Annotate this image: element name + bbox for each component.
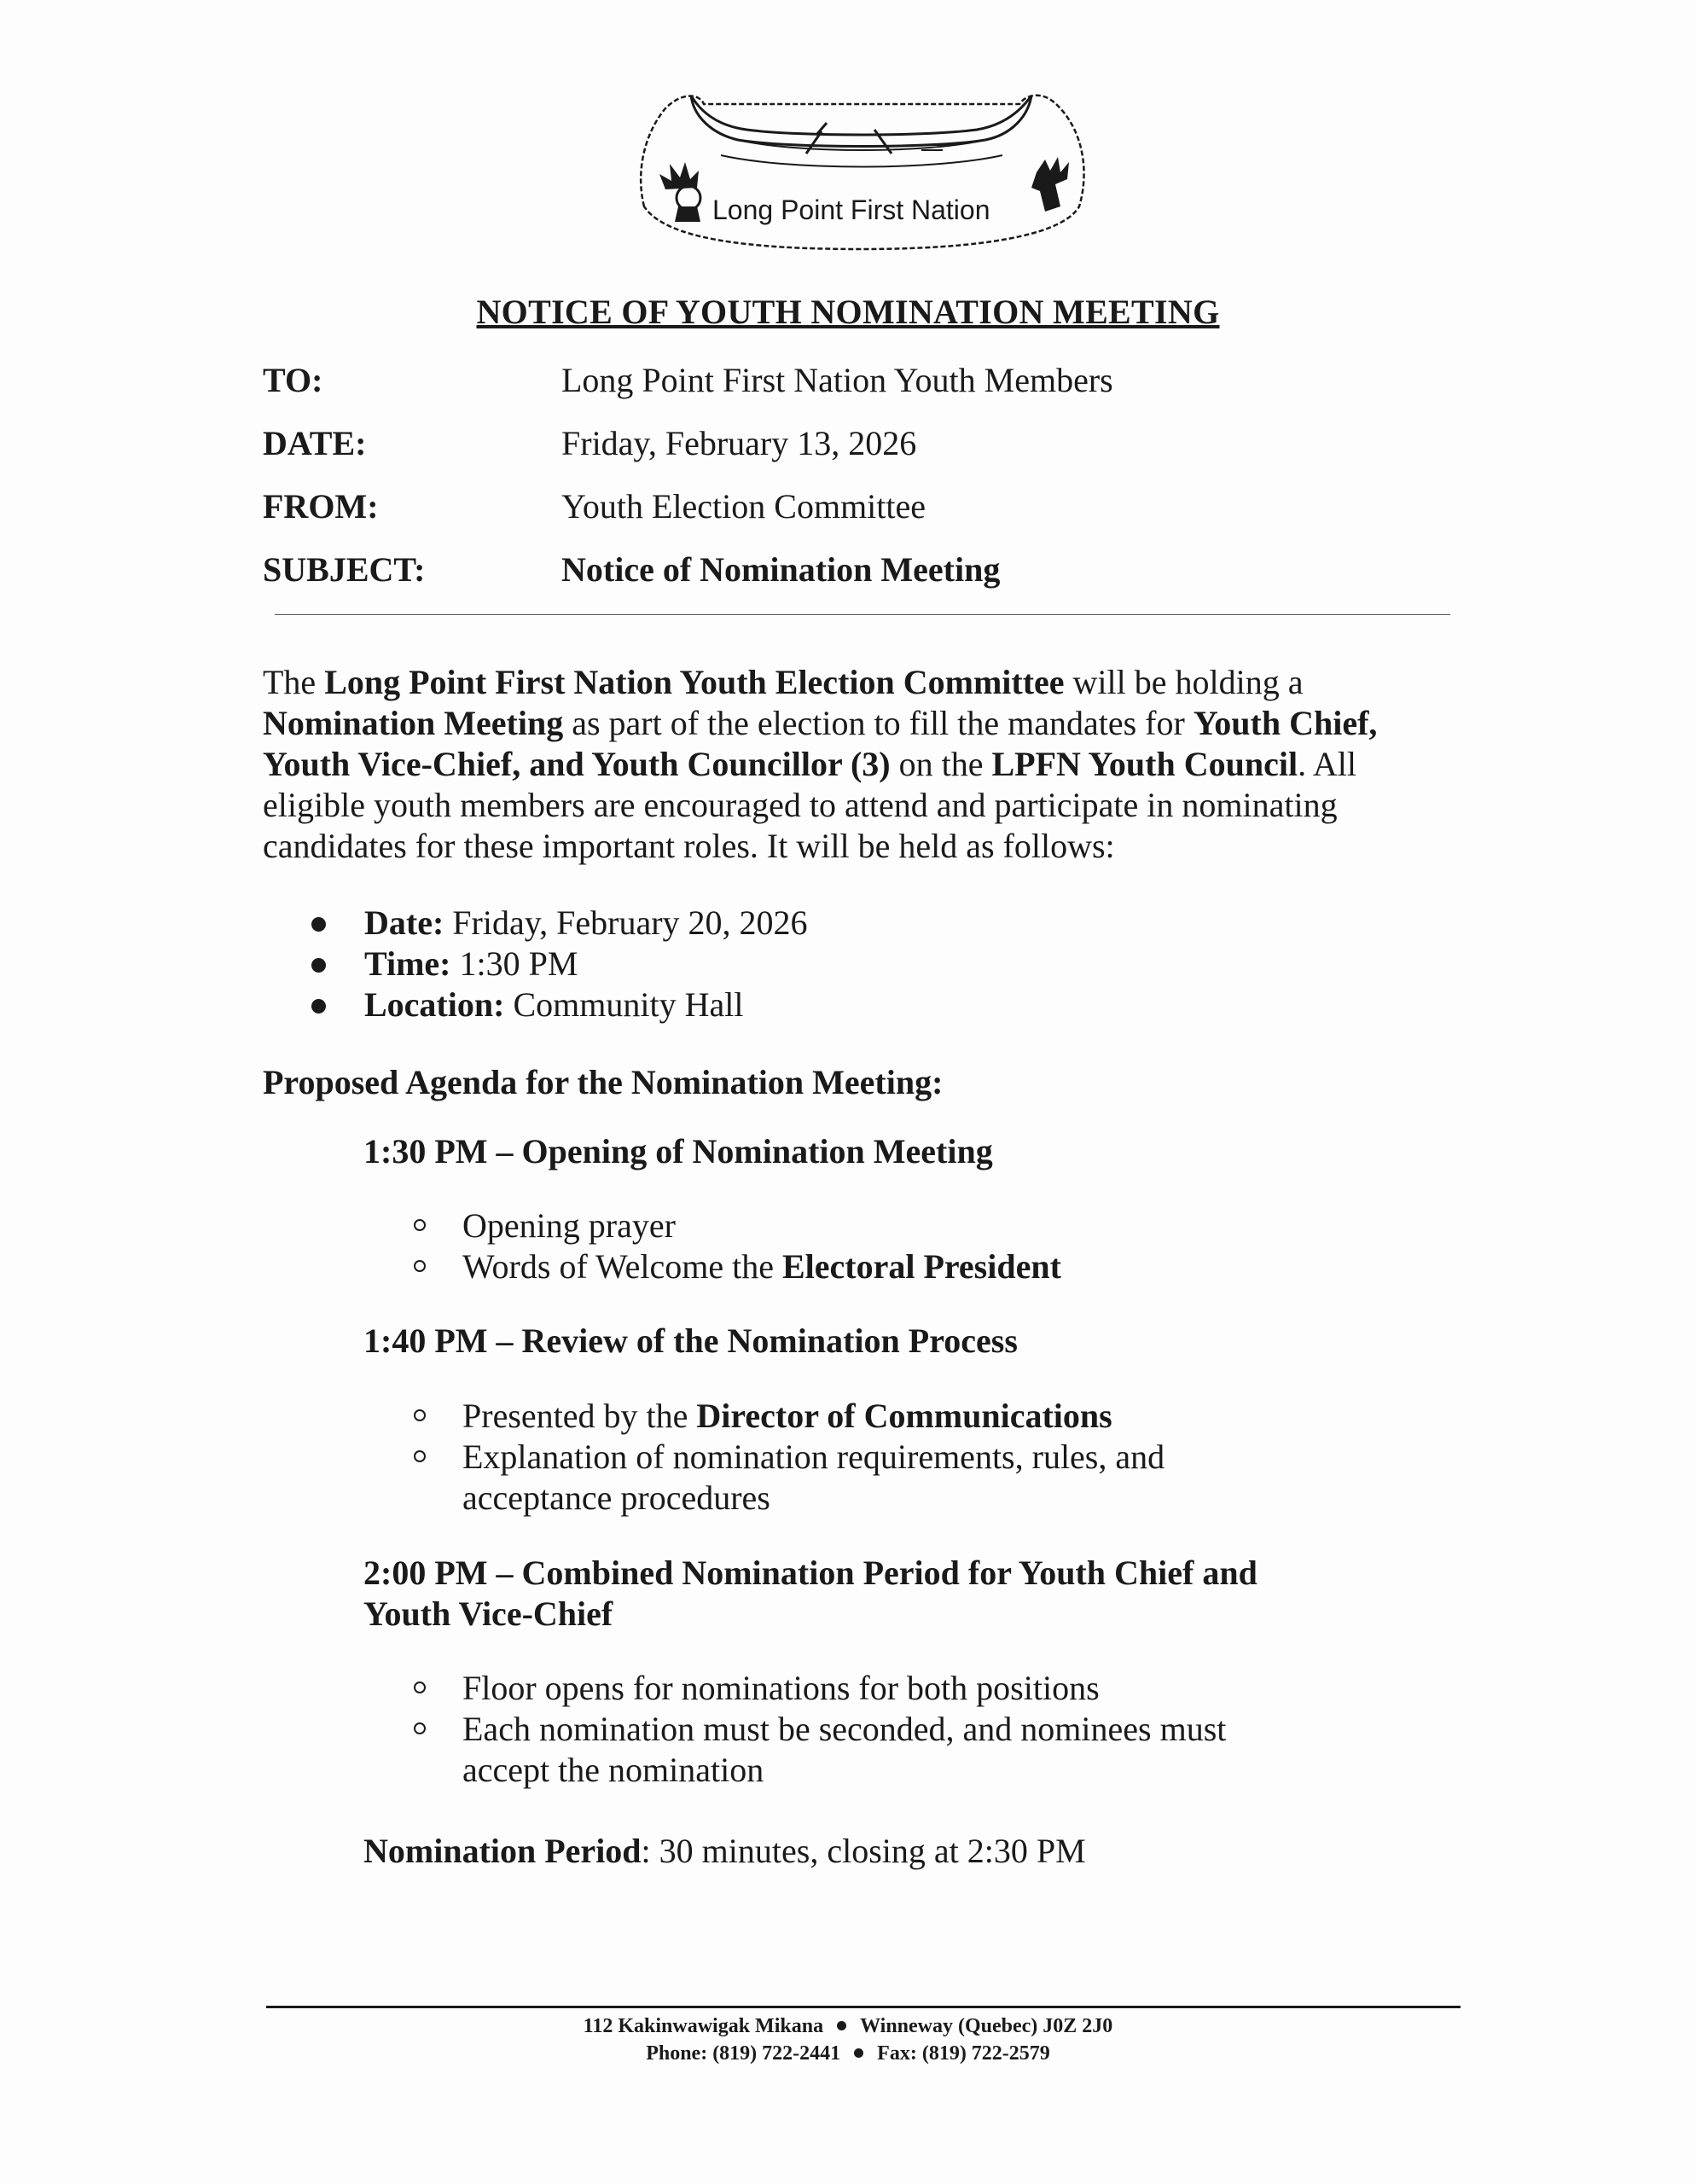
date-label: DATE: [263,424,367,462]
date-value: Friday, February 13, 2026 [561,424,917,462]
bullet-icon [311,917,326,932]
header-divider [275,614,1450,615]
footer-divider [266,2006,1461,2008]
from-value: Youth Election Committee [561,487,926,526]
circle-bullet-icon [414,1260,426,1272]
footer-fax: Fax: (819) 722-2579 [877,2042,1050,2065]
subject-value: Notice of Nomination Meeting [561,550,1001,589]
circle-bullet-icon [414,1409,426,1421]
agenda-section-opening: 1:30 PM – Opening of Nomination Meeting [363,1132,993,1170]
bullet-icon [837,2021,846,2030]
circle-bullet-icon [414,1682,426,1693]
canoe-icon [619,78,1105,253]
from-label: FROM: [263,487,379,526]
document-page: Long Point First Nation NOTICE OF YOUTH NOMINATION MEETING TO: Long Point First Nation Youth Members DATE: Friday, February 13, 2026 FROM: Youth Election Committee SUBJECT: Notice of Nomination Meeting The Long Point First Nation Youth Election Committee will be holding a Nomination Meeting as part of the election to fill the mandates for Youth Chief, Youth Vice-Chief, and Youth Councillor (3) on the LPFN Youth Council. All eligible youth members are encouraged to attend and participate in nominating candidates for these important roles. It will be held as follows: Date: Friday, February 20, 2026 Time: 1:30 PM Location: Community Hall Proposed Agenda for the Nomination Meeting: 1:30 PM – Opening of Nomination Meeting Opening prayer Words of Welcome the Electoral President 1:40 PM – Review of the Nomination Process Presented by the Director of Communications Explanation of nomination requirements, rules, and acceptance procedures 2:00 PM – Combined Nomination Period for Youth Chief and Youth Vice-Chief Floor opens for nominations for both positions Each nomination must be seconded, and nominees must accept the nomination Nomination Period: 30 minutes, closing at 2:30 PM 112 Kakinwawigak Mikana Winneway (Quebec) J0Z 2J0 Phone: (819) 722-2441 Fax: (819) 722-2579 [0,0,1696,2184]
to-value: Long Point First Nation Youth Members [561,361,1113,399]
moose-icon [1031,157,1069,212]
footer-address: 112 Kakinwawigak Mikana [583,2015,824,2037]
subject-label: SUBJECT: [263,550,426,589]
nomination-period: Nomination Period: 30 minutes, closing at 2:30 PM [363,1832,1086,1870]
agenda-section-nomination: 2:00 PM – Combined Nomination Period for Youth Chief and Youth Vice-Chief [363,1554,1257,1633]
footer-contact-line [0,2042,1696,2065]
bullet-icon [311,958,326,973]
footer-address-line [0,2015,1696,2038]
bullet-icon [854,2048,863,2058]
logo-text: Long Point First Nation [712,195,990,225]
circle-bullet-icon [414,1722,426,1734]
circle-bullet-icon [414,1219,426,1231]
page-title: NOTICE OF YOUTH NOMINATION MEETING [476,293,1220,331]
bullet-icon [311,999,326,1014]
circle-bullet-icon [414,1450,426,1462]
agenda-title: Proposed Agenda for the Nomination Meeting: [263,1063,944,1101]
to-label: TO: [263,361,323,399]
footer-city: Winneway (Quebec) J0Z 2J0 [860,2015,1113,2037]
chief-headdress-icon [659,162,700,222]
logo [619,78,1105,253]
intro-paragraph: The Long Point First Nation Youth Election Committee will be holding a Nomination Meeting as part of the election to fill the mandates for Youth Chief, Youth Vice-Chief, and Youth Councillor (3) on the LPFN Youth Council. All eligible youth members are encouraged to attend and participate in nominating candidates for these important roles. It will be held as follows: [263,663,1378,865]
agenda-section-review: 1:40 PM – Review of the Nomination Process [363,1321,1018,1360]
footer-phone: Phone: (819) 722-2441 [646,2042,841,2065]
